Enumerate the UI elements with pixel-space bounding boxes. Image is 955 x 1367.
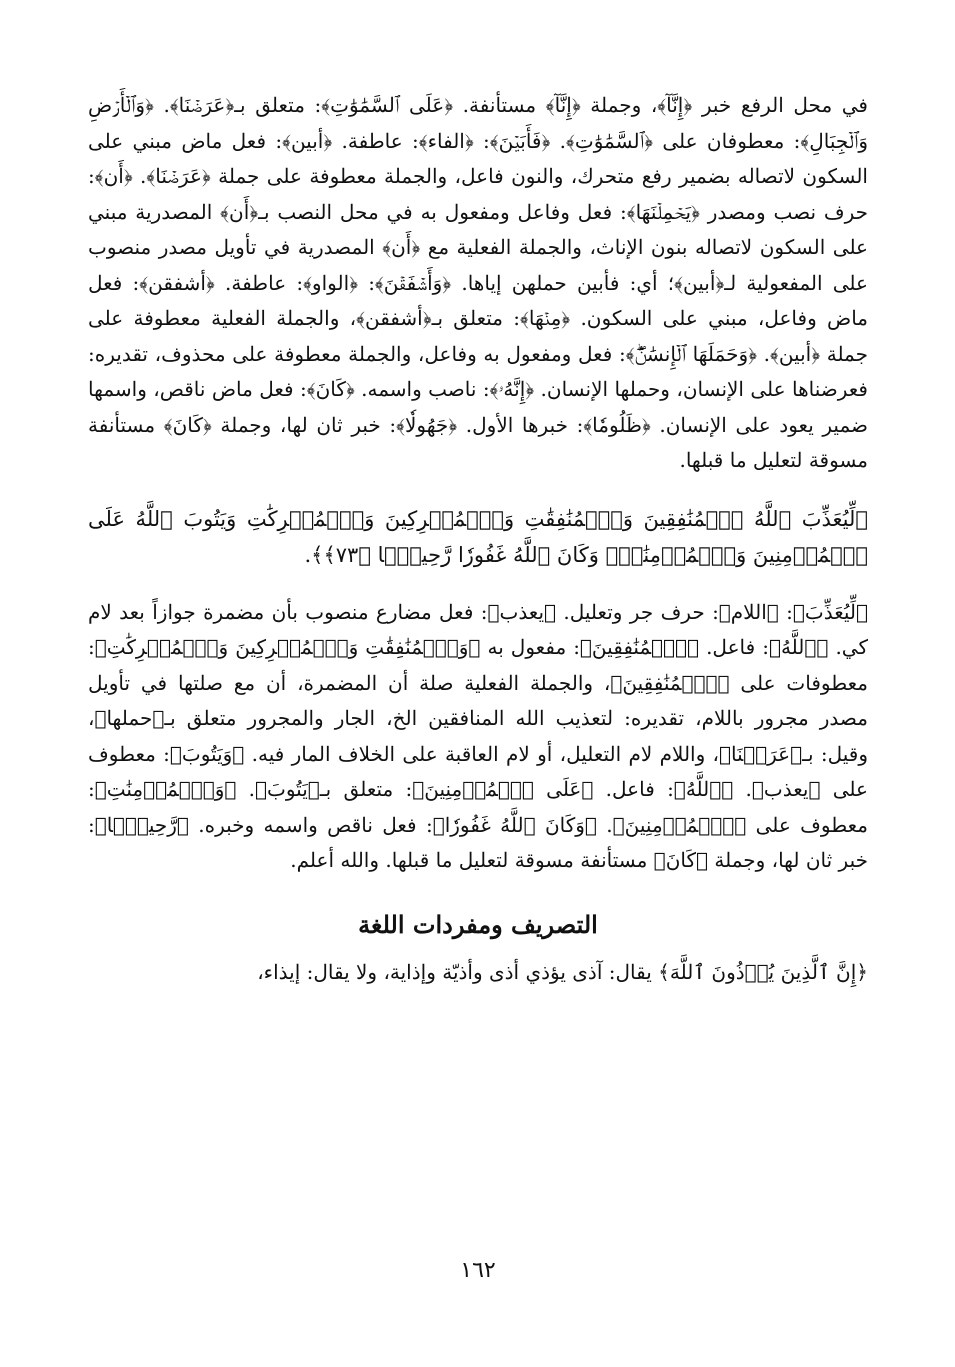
- section-heading: التصريف ومفردات اللغة: [358, 909, 598, 939]
- page-number: ١٦٢: [460, 1258, 496, 1283]
- grammar-paragraph-2: ﴿لِّيُعَذِّبَ﴾: ﴿اللام﴾: حرف جر وتعليل. ﴿يعذب﴾: فعل مضارع منصوب بأن مضمرة جوازاً بعد لام كي. ﴿ٱللَّهُ﴾: فاعل. ﴿ٱلۡمُنَٰفِقِينَ﴾: مفعول به ﴿وَٱلۡمُنَٰفِقَٰتِ وَٱلۡمُشۡرِكِينَ وَٱلۡمُشۡرِكَٰتِ﴾: معطوفات على ﴿ٱلۡمُنَٰفِقِينَ﴾، والجملة الفعلية صلة أن المضمرة، أن مع صلتها في تأويل مصدر مجرور باللام، تقديره: لتعذيب الله المنافقين الخ، الجار والمجرور متعلق بـ﴿حملها﴾، وقيل: بـ﴿عَرَضۡنَا﴾، واللام لام التعليل، أو لام العاقبة على الخلاف المار فيه. ﴿وَيَتُوبَ﴾: معطوف على ﴿يعذب﴾. ﴿ٱللَّهُ﴾: فاعل. ﴿عَلَى ٱلۡمُؤۡمِنِينَ﴾: متعلق بـ﴿يَتُوبَ﴾. ﴿وَٱلۡمُؤۡمِنَٰتِ﴾: معطوف على ﴿ٱلۡمُؤۡمِنِينَ﴾. ﴿وَكَانَ ٱللَّهُ غَفُورٗا﴾: فعل ناقص واسمه وخبره. ﴿رَّحِيمَۢا﴾: خبر ثان لها، وجملة ﴿كَانَ﴾ مستأنفة مسوقة لتعليل ما قبلها. والله أعلم.: [88, 599, 868, 872]
- grammar-paragraph-1: في محل الرفع خبر ﴿إِنَّآ﴾، وجملة ﴿إِنَّآ﴾ مستأنفة. ﴿عَلَى ٱلسَّمَٰوَٰتِ﴾: متعلق بـ﴿عَرَضۡنَا﴾. ﴿وَٱلۡأَرۡضِ وَٱلۡجِبَالِ﴾: معطوفان على ﴿ٱلسَّمَٰوَٰتِ﴾. ﴿فَأَبَيۡنَ﴾: ﴿الفاء﴾: عاطفة. ﴿أبين﴾: فعل ماض مبني على السكون لاتصاله بضمير رفع متحرك، والنون فاعل، والجملة معطوفة على جملة ﴿عَرَضۡنَا﴾. ﴿أَن﴾: حرف نصب ومصدر ﴿يَحۡمِلۡنَهَا﴾: فعل وفاعل ومفعول به في محل النصب بـ﴿أَن﴾ المصدرية مبني على السكون لاتصاله بنون الإناث، والجملة الفعلية مع ﴿أَن﴾ المصدرية في تأويل مصدر منصوب على المفعولية لـ﴿أبين﴾؛ أي: فأبين حملهن إياها. ﴿وَأَشۡفَقۡنَ﴾: ﴿الواو﴾: عاطفة. ﴿أشفقن﴾: فعل ماض وفاعل، مبني على السكون. ﴿مِنۡهَا﴾: متعلق بـ﴿أشفقن﴾، والجملة الفعلية معطوفة على جملة ﴿أبين﴾. ﴿وَحَمَلَهَا ٱلۡإِنسَٰنُۖ﴾: فعل ومفعول به وفاعل، والجملة معطوفة على محذوف، تقديره: فعرضناها على الإنسان، وحملها الإنسان. ﴿إِنَّهُۥ﴾: ناصب واسمه. ﴿كَانَ﴾: فعل ماض ناقص، واسمها ضمير يعود على الإنسان. ﴿ظَلُومٗا﴾: خبرها الأول. ﴿جَهُولٗا﴾: خبر ثان لها، وجملة ﴿كَانَ﴾ مستأنفة مسوقة لتعليل ما قبلها.: [88, 93, 868, 472]
- quran-verse: ﴿لِّيُعَذِّبَ ٱللَّهُ ٱلۡمُنَٰفِقِينَ وَٱلۡمُنَٰفِقَٰتِ وَٱلۡمُشۡرِكِينَ وَٱلۡمُشۡرِكَٰتِ وَيَتُوبَ ٱللَّهُ عَلَى ٱلۡمُؤۡمِنِينَ وَٱلۡمُؤۡمِنَٰتِۗ وَكَانَ ٱللَّهُ غَفُورٗا رَّحِيمَۢا ﴿٧٣﴾﴾.: [88, 506, 868, 567]
- vocabulary-paragraph: ﴿إِنَّ ٱلَّذِينَ يُؤۡذُونَ ٱللَّهَ﴾ يقال: آذى يؤذي أذى وأذيّة وإذاية، ولا يقال: إيذاء،: [257, 959, 868, 984]
- document-page: [88, 88, 868, 1348]
